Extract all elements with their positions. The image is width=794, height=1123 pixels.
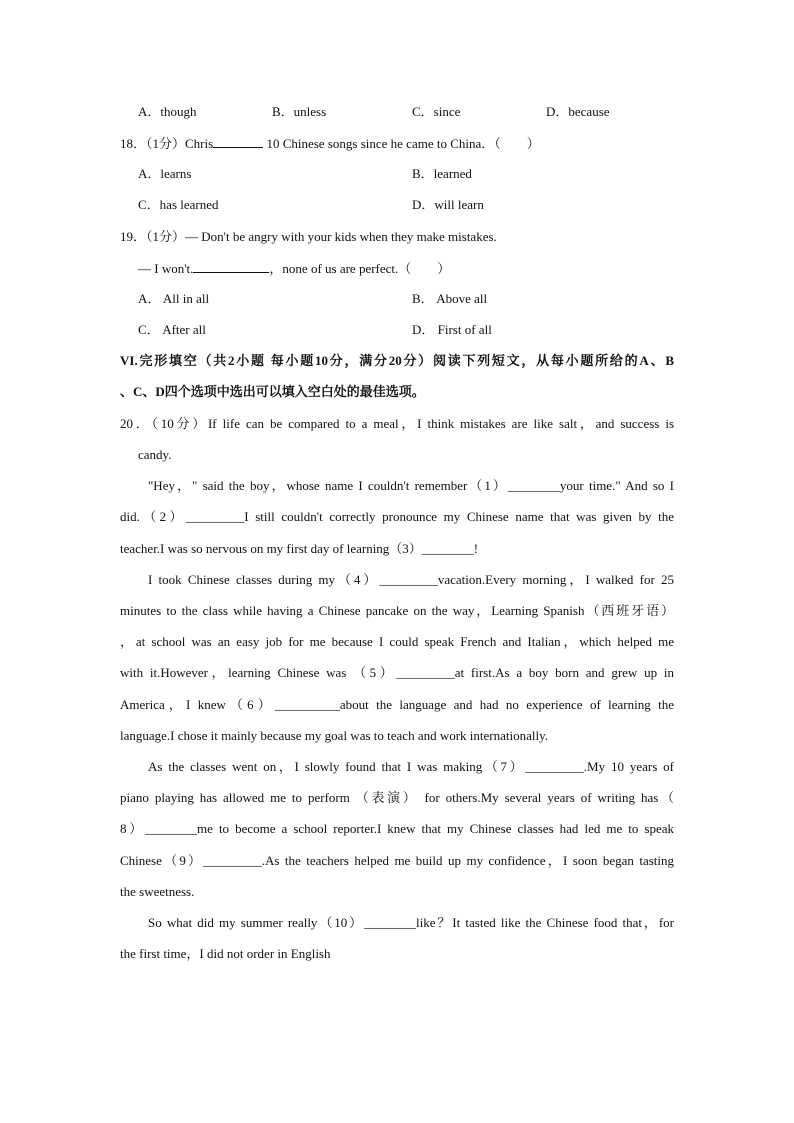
q19-option-c: C． After all — [138, 322, 206, 337]
q18-blank — [213, 133, 263, 148]
q17-option-a: A．though — [138, 104, 197, 119]
q20-line-13: piano playing has allowed me to perform （表演） for others.My several years of writing has（ — [120, 790, 674, 805]
q19-line2-after: ，none of us are perfect.（ ） — [269, 261, 451, 276]
q18-stem — [120, 133, 674, 154]
q20-line-9: with it.However，learning Chinese was （5）_________at first.As a boy born and grew up in — [120, 665, 674, 680]
q20-line-17: So what did my summer really（10）________like？It tasted like the Chinese food that，for — [148, 915, 674, 930]
q19-option-b: B． Above all — [412, 291, 488, 306]
q20-line-8: ，at school was an easy job for me because I could speak French and Italian，which helped me — [120, 634, 674, 649]
q20-line-11: language.I chose it mainly because my goal was to teach and work internationally. — [120, 728, 549, 743]
q18-text-before: Chris — [185, 136, 214, 151]
q19-stem — [120, 227, 674, 247]
q18-option-b: B．learned — [412, 166, 472, 181]
q17-option-c: C．since — [412, 104, 461, 119]
q18-option-d: D．will learn — [412, 197, 484, 212]
q20-line-12: As the classes went on，I slowly found that I was making（7）_________.My 10 years of — [148, 759, 674, 774]
q20-line-6: I took Chinese classes during my（4）_________vacation.Every morning，I walked for 25 — [148, 572, 674, 587]
q19-line1: — Don't be angry with your kids when they make mistakes. — [185, 229, 497, 244]
q20-line-7: minutes to the class while having a Chinese pancake on the way，Learning Spanish（西班牙语） — [120, 603, 674, 618]
q20-line-14: 8）________me to become a school reporter.I knew that my Chinese classes had led me to speak — [120, 821, 674, 836]
q20-line-18: the first time，I did not order in English — [120, 946, 331, 961]
q20-line-16: the sweetness. — [120, 884, 195, 899]
q17-option-b: B．unless — [272, 104, 327, 119]
q19-option-a: A． All in all — [138, 291, 210, 306]
q19-number: 19．（1分） — [120, 229, 186, 244]
q20-line-1: 20．（10分）If life can be compared to a meal，I think mistakes are like salt，and success is — [120, 416, 674, 431]
q20-line-10: America，I knew（6）__________about the language and had no experience of learning the — [120, 697, 674, 712]
q19-response — [138, 258, 692, 279]
q19-option-d: D． First of all — [412, 322, 492, 337]
q17-option-d: D．because — [546, 104, 610, 119]
q18-number: 18．（1分） — [120, 136, 186, 151]
q20-line-4: did.（2）_________I still couldn't correctly pronounce my Chinese name that was given by the — [120, 509, 674, 524]
q20-line-5: teacher.I was so nervous on my first day of learning（3）________! — [120, 541, 479, 556]
q20-line-3: "Hey，" said the boy，whose name I couldn't remember（1）________your time." And so I — [148, 478, 674, 493]
q19-line2-before: — I won't. — [138, 261, 194, 276]
section-heading-line1: VI.完形填空（共2小题 每小题10分，满分20分）阅读下列短文，从每小题所给的A、B — [120, 353, 674, 368]
q18-text-after: 10 Chinese songs since he came to China．（ ） — [263, 136, 540, 151]
q20-line-2: candy. — [138, 447, 172, 462]
q18-option-c: C．has learned — [138, 197, 219, 212]
q20-line-15: Chinese（9）_________.As the teachers helped me build up my confidence，I soon began tasting — [120, 853, 674, 868]
q18-option-a: A．learns — [138, 166, 192, 181]
section-heading-line2: 、C、D四个选项中选出可以填入空白处的最佳选项。 — [120, 384, 425, 399]
q19-blank — [193, 258, 269, 273]
